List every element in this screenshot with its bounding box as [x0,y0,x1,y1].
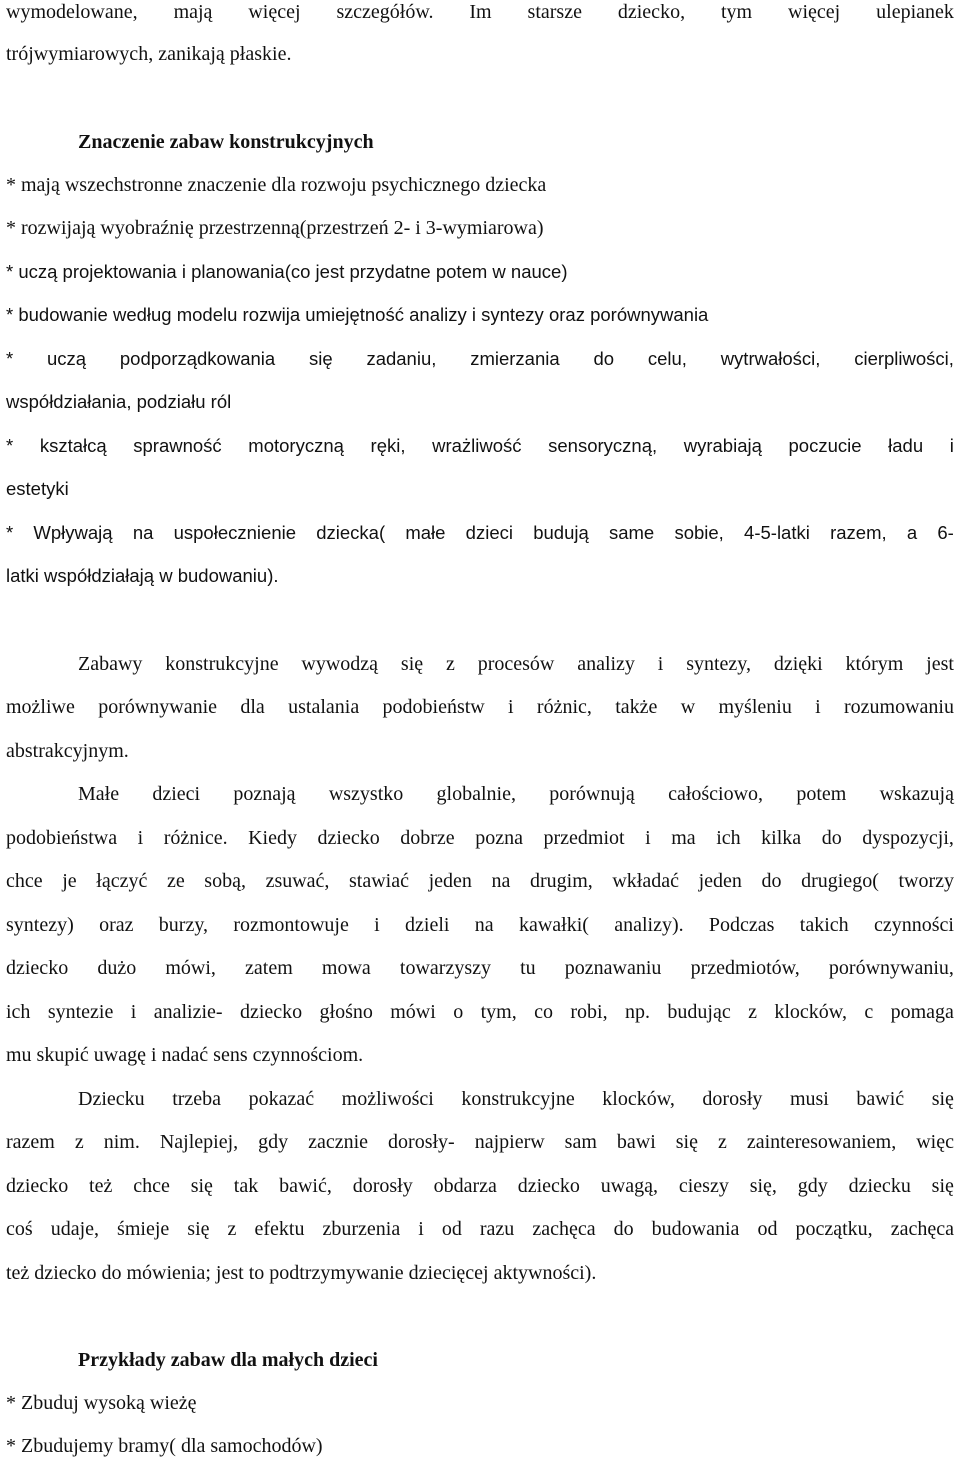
word: więcej [248,1,301,23]
word: jeden [428,870,472,892]
word: syntezy) [6,914,74,936]
word: dzieci [152,783,201,805]
word: co [534,1001,553,1023]
word: bawić [856,1088,905,1110]
word: poznają [233,783,296,805]
word: wyrabiają [683,435,762,456]
word: tym, [480,1001,517,1023]
word: dorosły [702,1088,763,1110]
word: się [190,1175,213,1197]
word: zachęca [532,1218,596,1240]
word: celu, [647,348,687,369]
word: szczegółów. [336,1,434,23]
word: rozumowaniu [844,696,954,718]
paragraph-line [6,826,954,850]
word: dzieci [465,522,513,543]
paragraph-line [78,1087,954,1111]
word: syntezie [47,1001,114,1023]
word: efektu [254,1218,305,1240]
list-item: * budowanie według modelu rozwija umiejętność analizy i syntezy oraz porównywania [6,304,709,325]
word: dorosły- [388,1131,455,1153]
word: do [821,827,842,849]
word: procesów [477,653,555,675]
word: je [62,870,77,892]
word: różnice. [163,827,228,849]
word: z [748,1001,757,1023]
word: tym [720,1,753,23]
word: ich [716,827,741,849]
word: wrażliwość [432,435,522,456]
word: bawić, [279,1175,332,1197]
word: całościowo, [668,783,764,805]
list-item: * rozwijają wyobraźnię przestrzenną(przestrzeń 2- i 3-wymiarowa) [6,217,544,239]
paragraph-line [6,1130,954,1154]
word: mają [173,1,213,23]
word: globalnie, [436,783,516,805]
word: tak [233,1175,259,1197]
word: burzy, [158,914,209,936]
word: c [864,1001,874,1023]
word: do [593,348,615,369]
intro-line-2: trójwymiarowych, zanikają płaskie. [6,43,292,65]
word: ładu [888,435,924,456]
word: Wpływają [33,522,113,543]
word: początku, [795,1218,873,1240]
word: starsze [527,1,582,23]
word: się [931,1175,954,1197]
word: syntezy, [686,653,751,675]
word: tworzy [898,870,954,892]
list-item: * uczą projektowania i planowania(co jest przydatne potem w nauce) [6,261,568,282]
word: poczucie [788,435,862,456]
word: głośno [319,1001,373,1023]
word: uczą [47,348,87,369]
word: uwagą, [600,1175,658,1197]
word: zainteresowaniem, [746,1131,897,1153]
word: wymodelowane, [6,1,138,23]
word: się [187,1218,210,1240]
word: małe [405,522,446,543]
word: konstrukcyjne [461,1088,575,1110]
word: wywodzą [301,653,379,675]
paragraph-line [78,782,954,806]
paragraph-line [6,1174,954,1198]
word: ręki, [370,435,406,456]
paragraph-line: mu skupić uwagę i nadać sens czynnościom. [6,1044,364,1066]
word: dziecko [239,1001,303,1023]
word: budowania [651,1218,740,1240]
word: więcej [788,1,841,23]
word: porównują [549,783,635,805]
word: i [137,827,144,849]
word: zadaniu, [366,348,437,369]
word: uspołecznienie [173,522,297,543]
word: najpierw [474,1131,545,1153]
word: klocków, [602,1088,675,1110]
word: z [74,1131,84,1153]
word: do [761,870,782,892]
word: dziecko, [617,1,686,23]
word: Zabawy [78,653,143,675]
word: sobie, [674,522,724,543]
paragraph-line [6,956,954,980]
word: * [6,435,14,456]
word: cierpliwości, [854,348,954,369]
word: i [374,914,380,936]
word: ustalania [288,696,360,718]
word: Dziecku [78,1088,145,1110]
word: do [613,1218,634,1240]
word: i [418,1218,424,1240]
word: ze [166,870,185,892]
word: zmierzania [470,348,560,369]
word: kilka [761,827,802,849]
word: i [508,696,514,718]
list-item: * Zbudujemy bramy( dla samochodów) [6,1435,323,1457]
paragraph-line: też dziecko do mówienia; jest to podtrzymywanie dziecięcej aktywności). [6,1262,597,1284]
word: i [815,696,821,718]
word: a [906,522,918,543]
word: obdarza [433,1175,497,1197]
list-item-continuation: współdziałania, podziału ról [6,391,232,412]
word: takich [799,914,849,936]
word: ulepianek [876,1,954,23]
word: z [227,1218,237,1240]
list-item-continuation: estetyki [6,478,69,499]
word: mowa [321,957,371,979]
word: podporządkowania [119,348,276,369]
word: i [657,653,664,675]
word: w [680,696,696,718]
word: * [6,522,14,543]
word: na [491,870,511,892]
paragraph-line [6,869,954,893]
word: analizy). [614,914,684,936]
word: zsuwać, [265,870,330,892]
list-item: * Zbuduj wysoką wieżę [6,1392,197,1414]
word: dziecku [848,1175,911,1197]
word: trzeba [172,1088,222,1110]
word: chce [6,870,43,892]
word: 4-5-latki [744,522,810,543]
word: dla [240,696,265,718]
word: wkładać [612,870,679,892]
list-item [6,521,954,545]
word: zacznie [308,1131,369,1153]
word: ma [671,827,696,849]
word: z [717,1131,727,1153]
word: ich [6,1001,31,1023]
list-item: * mają wszechstronne znaczenie dla rozwoju psychicznego dziecka [6,174,547,196]
word: dziecko [317,827,380,849]
word: dzieli [405,914,450,936]
list-item-continuation: latki współdziałają w budowaniu). [6,565,279,586]
word: analizie- [153,1001,223,1023]
word: jest [926,653,954,675]
word: sobą, [204,870,246,892]
section-heading: Znaczenie zabaw konstrukcyjnych [78,131,374,153]
word: dziecka( [316,522,386,543]
word: myśleniu [718,696,792,718]
word: robi, [570,1001,608,1023]
word: dziecko [6,957,69,979]
word: mówi [390,1001,436,1023]
word: rozmontowuje [233,914,349,936]
intro-line-1 [6,0,954,24]
word: Małe [78,783,120,805]
word: cieszy [678,1175,729,1197]
word: mówi, [165,957,216,979]
word: Kiedy [248,827,297,849]
word: poznawaniu [564,957,662,979]
word: się, [749,1175,777,1197]
word: i [130,1001,137,1023]
word: i [949,435,954,456]
list-item [6,347,954,371]
word: dużo [97,957,137,979]
word: czynności [873,914,954,936]
word: chce [133,1175,170,1197]
word: pokazać [248,1088,315,1110]
word: gdy [258,1131,289,1153]
word: razem [6,1131,55,1153]
word: z [445,653,455,675]
word: udaje, [50,1218,100,1240]
word: na [132,522,154,543]
word: nim. [103,1131,140,1153]
word: klocków, [774,1001,847,1023]
word: od [441,1218,462,1240]
word: oraz [99,914,134,936]
word: drugiego( [801,870,879,892]
word: razu [479,1218,515,1240]
word: zburzenia [322,1218,401,1240]
word: dobrze [400,827,455,849]
word: łączyć [96,870,148,892]
word: dyspozycji, [862,827,954,849]
word: motoryczną [248,435,344,456]
paragraph-line [6,913,954,937]
word: Im [469,1,492,23]
word: porównywanie [98,696,218,718]
paragraph-line [6,695,954,719]
word: wszystko [328,783,404,805]
word: podobieństw [382,696,485,718]
word: zatem [245,957,293,979]
word: stawiać [349,870,409,892]
word: porównywaniu, [828,957,954,979]
word: * [6,348,14,369]
word: się [675,1131,698,1153]
word: i [645,827,651,849]
word: jeden [698,870,742,892]
word: wytrwałości, [720,348,821,369]
word: coś [6,1218,33,1240]
word: dziecko [517,1175,580,1197]
word: np. [625,1001,650,1023]
word: Najlepiej, [159,1131,239,1153]
word: pozna [475,827,523,849]
paragraph-line [6,1000,954,1024]
section-heading: Przykłady zabaw dla małych dzieci [78,1349,378,1371]
word: sprawność [133,435,222,456]
word: sam [564,1131,597,1153]
word: także [615,696,658,718]
word: możliwości [341,1088,434,1110]
word: którym [845,653,904,675]
word: same [608,522,655,543]
word: kawałki( [518,914,589,936]
list-item [6,434,954,458]
word: podobieństwa [6,827,118,849]
word: pomaga [890,1001,954,1023]
word: różnic, [536,696,592,718]
word: drugim, [529,870,593,892]
paragraph-line [78,652,954,676]
word: wskazują [879,783,954,805]
paragraph-line: abstrakcyjnym. [6,740,129,762]
word: przedmiotów, [690,957,800,979]
word: o [453,1001,464,1023]
word: konstrukcyjne [165,653,279,675]
word: Podczas [708,914,775,936]
word: towarzyszy [399,957,491,979]
word: bawi [616,1131,656,1153]
word: przedmiot [543,827,625,849]
word: kształcą [39,435,107,456]
word: sensoryczną, [548,435,658,456]
word: też [89,1175,113,1197]
word: dzięki [773,653,823,675]
word: budując [667,1001,731,1023]
word: więc [916,1131,954,1153]
word: razem, [830,522,887,543]
word: możliwe [6,696,75,718]
word: na [474,914,494,936]
word: musi [789,1088,829,1110]
word: 6- [937,522,954,543]
word: od [757,1218,778,1240]
word: zachęca [890,1218,954,1240]
word: dorosły [352,1175,413,1197]
word: śmieje [117,1218,170,1240]
word: dziecko [6,1175,69,1197]
word: się [400,653,424,675]
word: tu [520,957,536,979]
word: potem [796,783,847,805]
word: gdy [797,1175,828,1197]
word: analizy [577,653,635,675]
paragraph-line [6,1217,954,1241]
word: się [308,348,333,369]
word: budują [533,522,589,543]
word: się [931,1088,954,1110]
